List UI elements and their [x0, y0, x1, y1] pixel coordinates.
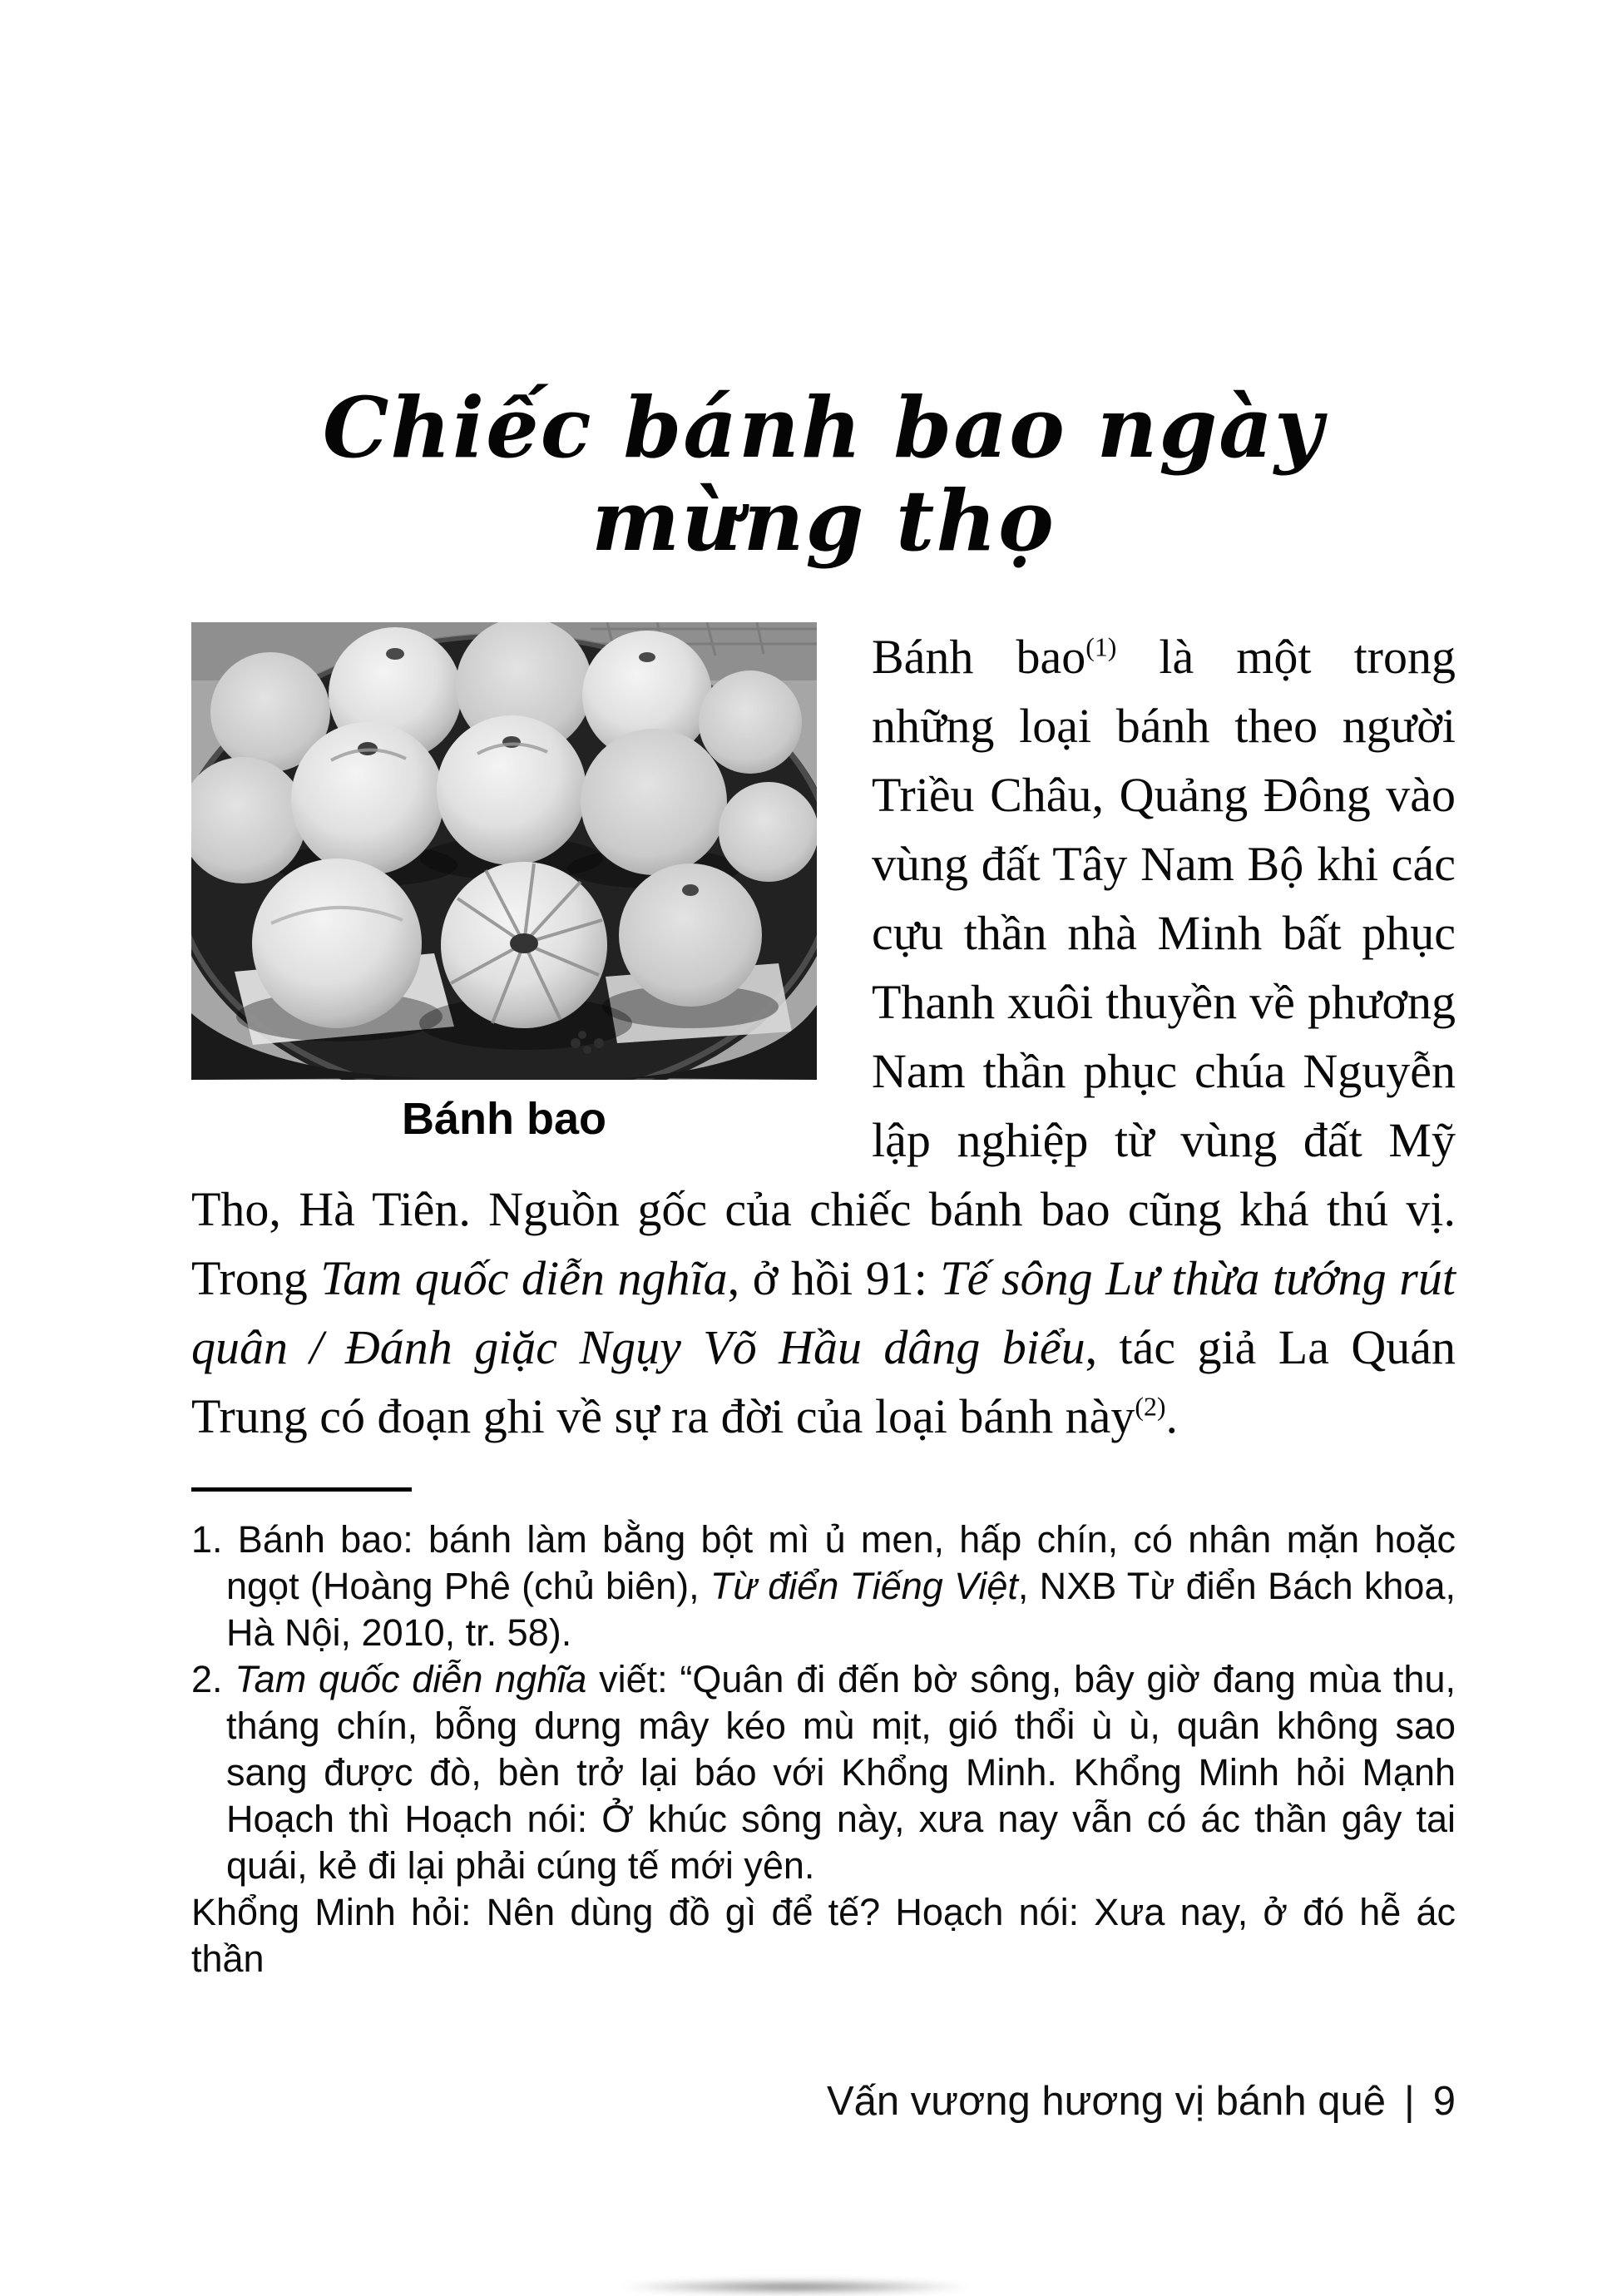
- footer-separator: |: [1404, 2079, 1415, 2124]
- page-number: 9: [1432, 2079, 1456, 2124]
- footnote-1: 1. Bánh bao: bánh làm bằng bột mì ủ men, hấp chín, có nhân mặn hoặc ngọt (Hoàng Phê (chủ biên), Từ điển Tiếng Việt, NXB Từ điển Bách khoa, Hà Nội, 2010, tr. 58).: [191, 1518, 1456, 1654]
- text-block: [191, 622, 1456, 1982]
- chapter-title: Chiếc bánh bao ngày mừng thọ: [322, 379, 1325, 570]
- page-footer: [191, 2078, 1456, 2125]
- figure-caption: Bánh bao: [401, 1094, 606, 1144]
- banh-bao-photo-illustration: [191, 622, 817, 1080]
- footnote-2: 2. Tam quốc diễn nghĩa viết: “Quân đi đến bờ sông, bây giờ đang mùa thu, tháng chín, bỗng dưng mây kéo mù mịt, gió thổi ù ù, quân không sao sang được đò, bèn trở lại báo với Khổng Minh. Khổng Minh hỏi Mạnh Hoạch thì Hoạch nói: Ở khúc sông này, xưa nay vẫn có ác thần gây tai quái, kẻ đi lại phải cúng tế mới yên.: [191, 1658, 1456, 1887]
- banh-bao-figure: [191, 622, 817, 1145]
- scan-artifact: [616, 2279, 973, 2294]
- footnote-divider: [191, 1487, 412, 1492]
- footnotes-section: [191, 1487, 1456, 1982]
- banh-bao-photo: [191, 622, 817, 1080]
- footnote-2-continued: Khổng Minh hỏi: Nên dùng đồ gì để tế? Hoạch nói: Xưa nay, ở đó hễ ác thần: [191, 1891, 1456, 1980]
- body-paragraph: Bánh bao$^{(1)}$ là một trong những loại bánh theo người Triều Châu, Quảng Đông vào vùng đất Tây Nam Bộ khi các cựu thần nhà Minh bất phục Thanh xuôi thuyền về phương Nam thần phục chúa Nguyễn lập nghiệp từ vùng đất Mỹ Tho, Hà Tiên. Nguồn gốc của chiếc bánh bao cũng khá thú vị. Trong Tam quốc diễn nghĩa, ở hồi 91: Tế sông Lư thừa tướng rút quân / Đánh giặc Ngụy Võ Hầu dâng biểu, tác giả La Quán Trung có đoạn ghi về sự ra đời của loại bánh này$^{(2)}$.: [191, 630, 1456, 1443]
- running-title: Vấn vương hương vị bánh quê: [826, 2079, 1386, 2124]
